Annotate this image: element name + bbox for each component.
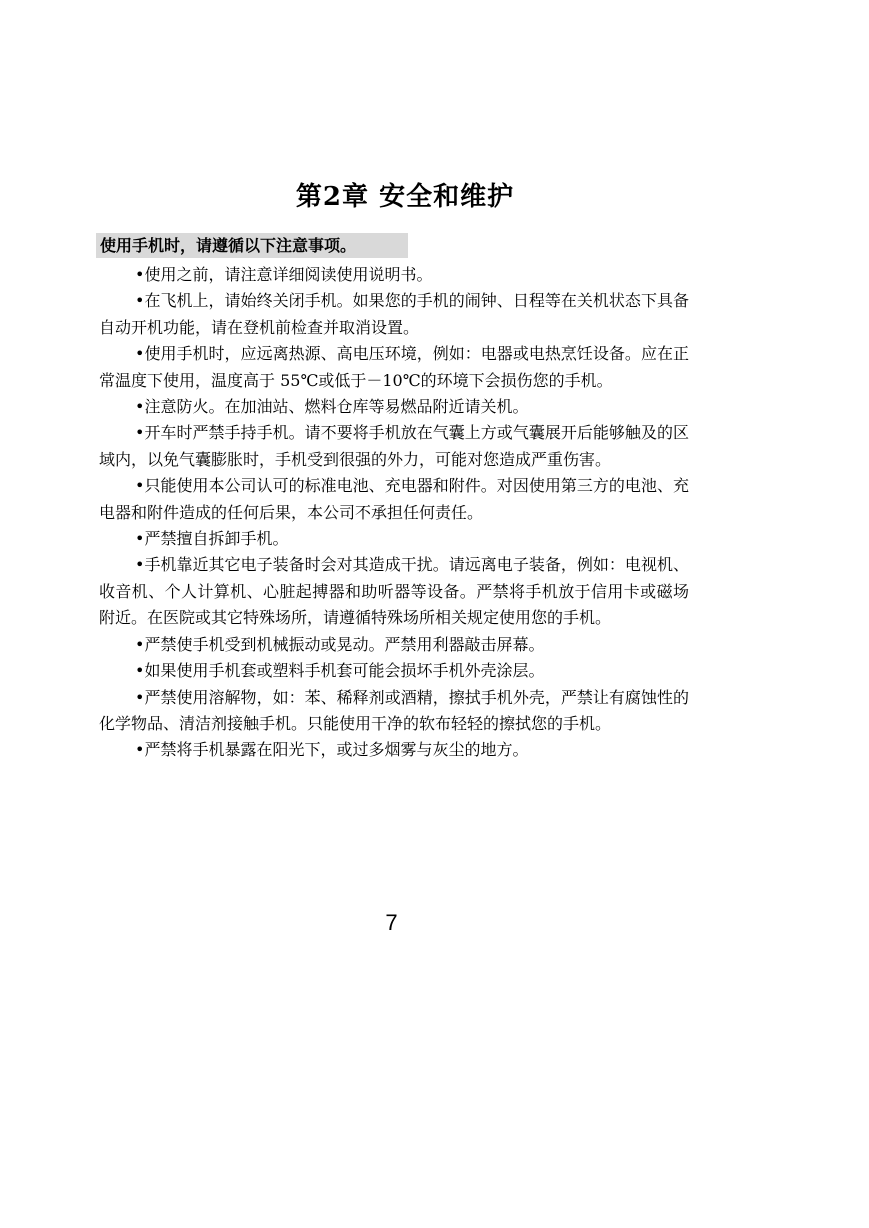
- list-item: •如果使用手机套或塑料手机套可能会损坏手机外壳涂层。: [135, 661, 545, 681]
- list-item: •注意防火。在加油站、燃料仓库等易燃品附近请关机。: [135, 397, 529, 417]
- list-item: •手机靠近其它电子装备时会对其造成干扰。请远离电子装备，例如：电视机、收音机、个人计算机、心脏起搏器和助听器等设备。严禁将手机放于信用卡或磁场附近。在医院或其它特殊场所，请遵循特殊场所相关规定使用您的手机。: [99, 555, 689, 628]
- list-item: •严禁使用溶解物，如：苯、稀释剂或酒精，擦拭手机外壳，严禁让有腐蚀性的化学物品、清洁剂接触手机。只能使用干净的软布轻轻的擦拭您的手机。: [99, 687, 689, 733]
- list-item: •开车时严禁手持手机。请不要将手机放在气囊上方或气囊展开后能够触及的区域内，以免气囊膨胀时，手机受到很强的外力，可能对您造成严重伤害。: [99, 423, 689, 469]
- list-item: •在飞机上，请始终关闭手机。如果您的手机的闹钟、日程等在关机状态下具备自动开机功能，请在登机前检查并取消设置。: [99, 291, 689, 337]
- list-item: •严禁使手机受到机械振动或晃动。严禁用利器敲击屏幕。: [135, 634, 545, 654]
- list-item: •使用之前，请注意详细阅读使用说明书。: [135, 265, 433, 284]
- list-item: •严禁将手机暴露在阳光下，或过多烟雾与灰尘的地方。: [135, 740, 529, 760]
- chapter-title: 第2章 安全和维护: [295, 182, 515, 212]
- safety-list: [99, 262, 689, 764]
- list-item: •严禁擅自拆卸手机。: [135, 529, 289, 549]
- section-heading: 使用手机时，请遵循以下注意事项。: [96, 233, 408, 258]
- page-number: 7: [385, 910, 398, 935]
- list-item: •只能使用本公司认可的标准电池、充电器和附件。对因使用第三方的电池、充电器和附件造成的任何后果，本公司不承担任何责任。: [99, 476, 689, 522]
- list-item: •使用手机时，应远离热源、高电压环境，例如：电器或电热烹饪设备。应在正常温度下使用，温度高于 55℃或低于－10℃的环境下会损伤您的手机。: [99, 344, 689, 390]
